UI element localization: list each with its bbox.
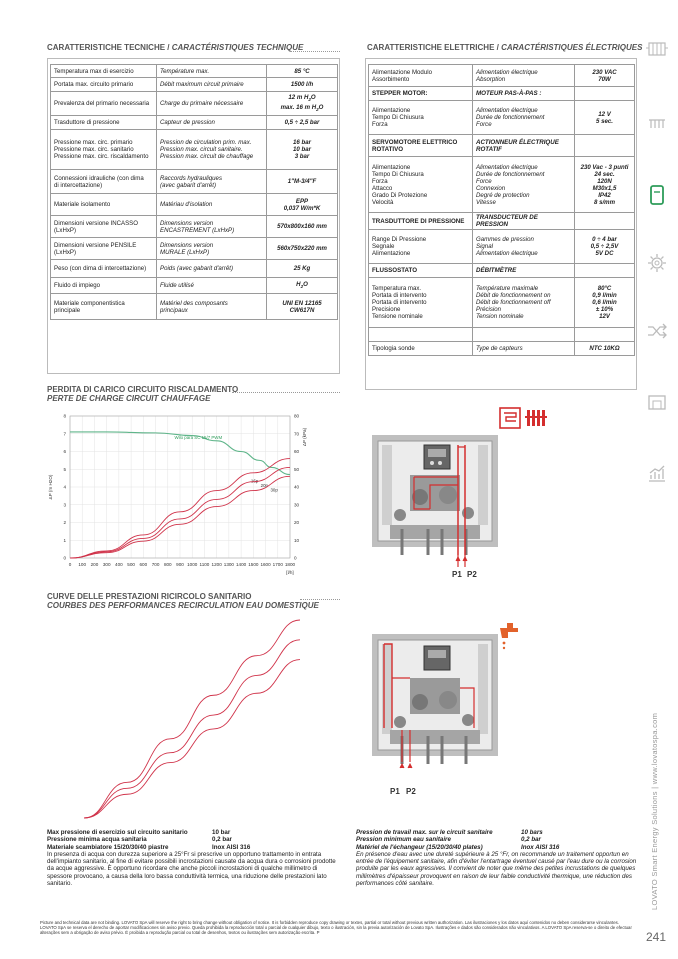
elec-cell-fr: TRANSDUCTEUR DE PRESSION: [473, 213, 575, 230]
sanitary-diagram: [370, 618, 600, 798]
chart-icon: [646, 462, 668, 484]
elec-cell-it: Range Di Pressione Segnale Alimentazione: [369, 230, 473, 264]
elec-cell-it: Alimentazione Tempo Di Chiusura Forza: [369, 101, 473, 135]
tech-cell-fr: Température max.: [157, 65, 267, 78]
fr-max-pressure-value: 10 bars: [521, 829, 543, 836]
tech-cell-fr: Raccords hydrauliques (avec gabarit d'arrêt): [157, 170, 267, 194]
x-tick-label: 1200: [211, 562, 222, 567]
elec-row: [369, 87, 635, 101]
x-tick-label: 1800: [284, 562, 296, 567]
fr-max-pressure-label: Pression de travail max. sur le circuit sanitaire: [356, 829, 493, 836]
elec-row: [369, 264, 635, 278]
x-tick-label: 1300: [223, 562, 235, 567]
tech-cell-it: Trasduttore di pressione: [51, 116, 157, 130]
elec-cell-it: TRASDUTTORE DI PRESSIONE: [369, 213, 473, 230]
elec-cell-fr: ACTIONNEUR ÉLECTRIQUE ROTATIF: [473, 135, 575, 157]
tech-row: [51, 238, 338, 260]
tech-cell-fr: Dimensions version ENCASTREMENT (LxHxP): [157, 216, 267, 238]
elec-cell-it: Alimentazione Modulo Assorbimento: [369, 65, 473, 87]
y2-axis-label: ΔP (kPa): [302, 427, 307, 447]
tech-table: [50, 64, 338, 320]
y2-tick-label: 30: [294, 502, 300, 508]
elec-row: [369, 157, 635, 213]
tech-row: [51, 194, 338, 216]
elec-cell-v: [575, 264, 635, 278]
x-tick-label: 900: [176, 562, 184, 567]
it-material-value: Inox AISI 316: [212, 843, 251, 851]
tech-cell-it: Materiale componentistica principale: [51, 294, 157, 320]
heating-p2-label: P2: [467, 570, 477, 579]
elec-cell-v: 230 Vac - 3 punti 24 sec. 120N M30x1,5 IP42 8 s/mm: [575, 157, 635, 213]
fr-material-value: Inox AISI 316: [521, 843, 560, 851]
it-paragraph: In presenza di acqua con durezza superiore a 25°Fr si prescrive un opportuno trattamento in entrata dell'impianto sanitario, al fine di evitare possibili incrostazioni causate da acqua dura o corrosioni prodotte da acque aggressive. È opportuno ricordare che anche piccoli incrostazioni di qualche millimetro di spessore provocano, a causa della loro bassa conduttività termica, una riduzione delle prestazioni lato sanitario.: [47, 850, 336, 888]
elec-cell-v: [575, 87, 635, 101]
tech-cell-v: $H_2O$: [267, 278, 338, 294]
tech-cell-v: 560x750x220 mm: [267, 238, 338, 260]
elec-table: [368, 64, 635, 356]
elec-cell-v: NTC 10KΩ: [575, 342, 635, 356]
tech-cell-v: 85 °C: [267, 65, 338, 78]
elec-cell-it: Temperatura max. Portata di intervento Portata di intervento Precisione Tensione nominale: [369, 278, 473, 328]
tech-row: [51, 278, 338, 294]
elec-cell-fr: Alimentation électrique Durée de fonctionnement Force Connexion Degré de protection Vitesse: [473, 157, 575, 213]
series-label-30p: 30p: [270, 487, 278, 493]
tech-title: [47, 43, 303, 52]
chart1-title: [47, 385, 238, 403]
tech-row: [51, 216, 338, 238]
tech-row: [51, 260, 338, 278]
elec-cell-it: Alimentazione Tempo Di Chiusura Forza Attacco Grado Di Protezione Velocità: [369, 157, 473, 213]
elec-cell-fr: DÉBITMÈTRE: [473, 264, 575, 278]
tech-cell-it: Portata max. circuito primario: [51, 78, 157, 92]
tech-cell-v: 12 m $H_2O$ max. 16 m $H_2O$: [267, 92, 338, 116]
tech-cell-fr: Poids (avec gabarit d'arrêt): [157, 260, 267, 278]
x-tick-label: 1000: [187, 562, 198, 567]
floor-heating-icon: [646, 112, 668, 134]
elec-cell-fr: Gammes de pression Signal Alimentation électrique: [473, 230, 575, 264]
y2-tick-label: 70: [294, 431, 300, 437]
fr-paragraph: En présence d'eau avec une dureté supérieure à 25 °Fr, on recommande un traitement opportun en entrée de l'équipement sanitaire, afin d'éviter l'entartrage éventuel causé par l'eau dure ou la corrosion produite par les eaux agressives. Il convient de noter que même des petites incrustations de quelques millimètres d'épaisseur provoquent en raison de leur faible conductivité thermique, une réduction des performances côté sanitaire.: [356, 850, 637, 888]
elec-cell-fr: MOTEUR PAS-À-PAS :: [473, 87, 575, 101]
elec-row: [369, 101, 635, 135]
tech-cell-it: Fluido di impiego: [51, 278, 157, 294]
tech-cell-it: Connessioni idrauliche (con dima di intercettazione): [51, 170, 157, 194]
tech-cell-v: 1"M-3/4"F: [267, 170, 338, 194]
tech-cell-it: Materiale isolamento: [51, 194, 157, 216]
tech-cell-v: EPP 0,037 W/m*K: [267, 194, 338, 216]
tech-cell-fr: Capteur de pression: [157, 116, 267, 130]
shuffle-icon: [646, 320, 668, 342]
chart1-title-it: PERDITA DI CARICO CIRCUITO RISCALDAMENTO: [47, 385, 239, 394]
module-icon: [646, 184, 668, 206]
y-axis-label: ΔP (m H2O): [48, 474, 53, 500]
tech-row: [51, 170, 338, 194]
recirc-curve-3: [84, 660, 300, 818]
y-tick-label: 5: [63, 466, 66, 472]
tech-cell-it: Prevalenza del primario necessaria: [51, 92, 157, 116]
tech-cell-fr: Matériau d'isolation: [157, 194, 267, 216]
y2-tick-label: 0: [294, 555, 297, 561]
elec-row: [369, 230, 635, 264]
bottom-it: [47, 829, 337, 887]
gear-icon: [646, 252, 668, 274]
house-icon: [646, 392, 668, 414]
recirc-curve-1: [84, 620, 300, 818]
sanitary-p1-label: P1: [390, 787, 400, 796]
x-tick-label: 700: [151, 562, 160, 567]
tech-row: [51, 294, 338, 320]
series-label-16p: 16p: [250, 478, 259, 484]
chart2: [44, 612, 344, 822]
x-tick-label: 0: [68, 562, 72, 567]
y-tick-label: 7: [63, 431, 66, 437]
x-tick-label: 200: [90, 562, 99, 567]
elec-row: [369, 213, 635, 230]
elec-cell-v: [575, 328, 635, 342]
chart1-title-fr: PERTE DE CHARGE CIRCUIT CHAUFFAGE: [47, 394, 211, 403]
radiator-icon: [646, 38, 668, 60]
x-tick-label: 500: [127, 562, 135, 567]
x-tick-label: 800: [163, 562, 172, 567]
y-tick-label: 0: [63, 555, 66, 561]
y2-tick-label: 20: [294, 520, 300, 526]
it-material-label: Materiale scambiatore 15/20/30/40 piastre: [47, 843, 169, 851]
it-max-pressure-label: Max pressione di esercizio sul circuito sanitario: [47, 829, 188, 836]
y2-tick-label: 60: [294, 449, 300, 455]
y-tick-label: 4: [63, 484, 66, 490]
elec-cell-it: STEPPER MOTOR:: [369, 87, 473, 101]
page-number: 241: [646, 930, 667, 944]
bottom-fr: [356, 829, 638, 887]
elec-title-it: CARATTERISTICHE ELETTRICHE /: [367, 43, 502, 52]
heating-diagram: [370, 405, 600, 585]
tech-cell-fr: Dimensions version MURALE (LxHxP): [157, 238, 267, 260]
tech-cell-it: Peso (con dima di intercettazione): [51, 260, 157, 278]
tech-cell-fr: Matériel des composants principaux: [157, 294, 267, 320]
elec-cell-v: 230 VAC 70W: [575, 65, 635, 87]
tech-row: [51, 92, 338, 116]
elec-row: [369, 278, 635, 328]
tech-cell-it: Pressione max. circ. primario Pressione max. circ. sanitario Pressione max. circ. riscaldamento: [51, 130, 157, 170]
elec-cell-fr: [473, 328, 575, 342]
elec-row: [369, 342, 635, 356]
x-tick-label: 400: [115, 562, 123, 567]
elec-title-fr: CARACTÉRISTIQUES ÉLECTRIQUES: [501, 43, 643, 52]
tech-cell-it: Dimensioni versione PENSILE (LxHxP): [51, 238, 157, 260]
y2-tick-label: 50: [294, 466, 300, 472]
x-tick-label: 1100: [199, 562, 210, 567]
tech-cell-v: UNI EN 12165 CW617N: [267, 294, 338, 320]
x-tick-label: 600: [139, 562, 148, 567]
elec-cell-it: [369, 328, 473, 342]
y2-tick-label: 80: [294, 413, 300, 419]
x-tick-label: 100: [78, 562, 87, 567]
chart2-title-fr: COURBES DES PERFORMANCES RECIRCULATION EAU DOMESTIQUE: [47, 601, 319, 610]
fr-material-label: Matériel de l'échangeur (15/20/30/40 plates): [356, 843, 483, 851]
elec-row: [369, 328, 635, 342]
y2-tick-label: 10: [294, 537, 300, 543]
tech-row: [51, 130, 338, 170]
tech-cell-fr: Fluide utilisé: [157, 278, 267, 294]
recirc-curve-2: [84, 640, 300, 818]
x-tick-label: 1700: [272, 562, 283, 567]
elec-title: [367, 43, 642, 52]
elec-cell-fr: Température maximale Débit de fonctionnement on Débit de fonctionnement off Précision Tension nominale: [473, 278, 575, 328]
elec-cell-it: FLUSSOSTATO: [369, 264, 473, 278]
x-tick-label: 1600: [260, 562, 271, 567]
tech-cell-it: Dimensioni versione INCASSO (LxHxP): [51, 216, 157, 238]
pump-curve-label: Wilo para SC 15/7 PWM: [174, 435, 223, 441]
tech-cell-v: 0,5 ÷ 2,5 bar: [267, 116, 338, 130]
elec-cell-fr: Alimentation électrique Durée de fonctionnement Force: [473, 101, 575, 135]
x-tick-label: 1400: [235, 562, 247, 567]
y-tick-label: 8: [63, 413, 66, 419]
y-tick-label: 3: [63, 502, 66, 508]
elec-cell-it: Tipologia sonde: [369, 342, 473, 356]
tech-row: [51, 116, 338, 130]
y2-tick-label: 40: [294, 484, 300, 490]
tech-row: [51, 65, 338, 78]
elec-row: [369, 65, 635, 87]
it-max-pressure-value: 10 bar: [212, 829, 231, 836]
elec-cell-fr: Type de capteurs: [473, 342, 575, 356]
sanitary-p2-label: P2: [406, 787, 416, 796]
chart2-svg: [44, 612, 344, 822]
tech-title-it: CARATTERISTICHE TECNICHE /: [47, 43, 172, 52]
tech-title-fr: CARACTÉRISTIQUES TECHNIQUE: [171, 43, 304, 52]
y-tick-label: 1: [63, 537, 66, 543]
tap-icon: [500, 623, 518, 649]
tech-cell-v: 570x800x160 mm: [267, 216, 338, 238]
chart2-title: [47, 592, 319, 610]
y-tick-label: 2: [63, 520, 66, 526]
radiator-heating-icon: [500, 408, 547, 428]
series-label-20p: 20p: [260, 483, 268, 488]
fr-min-pressure-label: Pression minimum eau sanitaire: [356, 836, 451, 844]
chart2-title-it: CURVE DELLE PRESTAZIONI RICIRCOLO SANITARIO: [47, 592, 252, 601]
tech-cell-it: Temperatura max di esercizio: [51, 65, 157, 78]
it-min-pressure-label: Pressione minima acqua sanitaria: [47, 836, 147, 844]
it-min-pressure-value: 0,2 bar: [212, 836, 232, 844]
x-tick-label: 1500: [248, 562, 259, 567]
brand-vertical: LOVATO Smart Energy Solutions | www.lovatospa.com: [650, 712, 659, 910]
tech-cell-fr: Charge du primaire nécessaire: [157, 92, 267, 116]
tech-cell-v: 16 bar 10 bar 3 bar: [267, 130, 338, 170]
tech-row: [51, 78, 338, 92]
elec-cell-v: 80°C 0,9 l/min 0,6 l/min ± 10% 12V: [575, 278, 635, 328]
tech-cell-v: 25 Kg: [267, 260, 338, 278]
fr-min-pressure-value: 0,2 bar: [521, 836, 541, 844]
tech-cell-fr: Pression de circulation prim. max. Pression max. circuit sanitaire. Pression max. circuit de chauffage: [157, 130, 267, 170]
elec-cell-v: 12 V 5 sec.: [575, 101, 635, 135]
y-tick-label: 6: [63, 449, 66, 455]
elec-cell-v: [575, 213, 635, 230]
heating-p1-label: P1: [452, 570, 462, 579]
chart1-svg: [44, 406, 344, 582]
elec-cell-v: [575, 135, 635, 157]
x-axis-label: [l/h]: [286, 570, 294, 575]
disclaimer: Picture and technical data are not binding. LOVATO SpA will reserve the right to bring change without obligation of notice. It is forbidden reproduce copy drawing or textes, partial or total without previous written authorization. Las ilustraciones y los datos aquí contenidos no deben considerarse vinculantes. LOVATO SpA se reserva el derecho de aportar modificaciones sin aviso previo. Queda prohibida la reproducción total o parcial de cualquier dibujo, texto o ilustración, sin la previa autorización de Lovato SpA. Ilustrações e dados são considerados não vinculativos. A LOVATO SpA reserva-se o direito de efectuar alterações sem a obrigação de aviso prévio. É proibida a reprodução parcial ou total de desenhos, textos ou ilustrações sem autorização escrita. P: [40, 920, 632, 936]
chart1: [44, 406, 344, 582]
elec-cell-fr: Alimentation électrique Absorption: [473, 65, 575, 87]
x-tick-label: 300: [102, 562, 111, 567]
elec-cell-it: SERVOMOTORE ELETTRICO ROTATIVO: [369, 135, 473, 157]
elec-cell-v: 0 ÷ 4 bar 0,5 ÷ 2,5V 5V DC: [575, 230, 635, 264]
tech-cell-fr: Débit maximum circuit primaire: [157, 78, 267, 92]
elec-row: [369, 135, 635, 157]
tech-cell-v: 1500 l/h: [267, 78, 338, 92]
